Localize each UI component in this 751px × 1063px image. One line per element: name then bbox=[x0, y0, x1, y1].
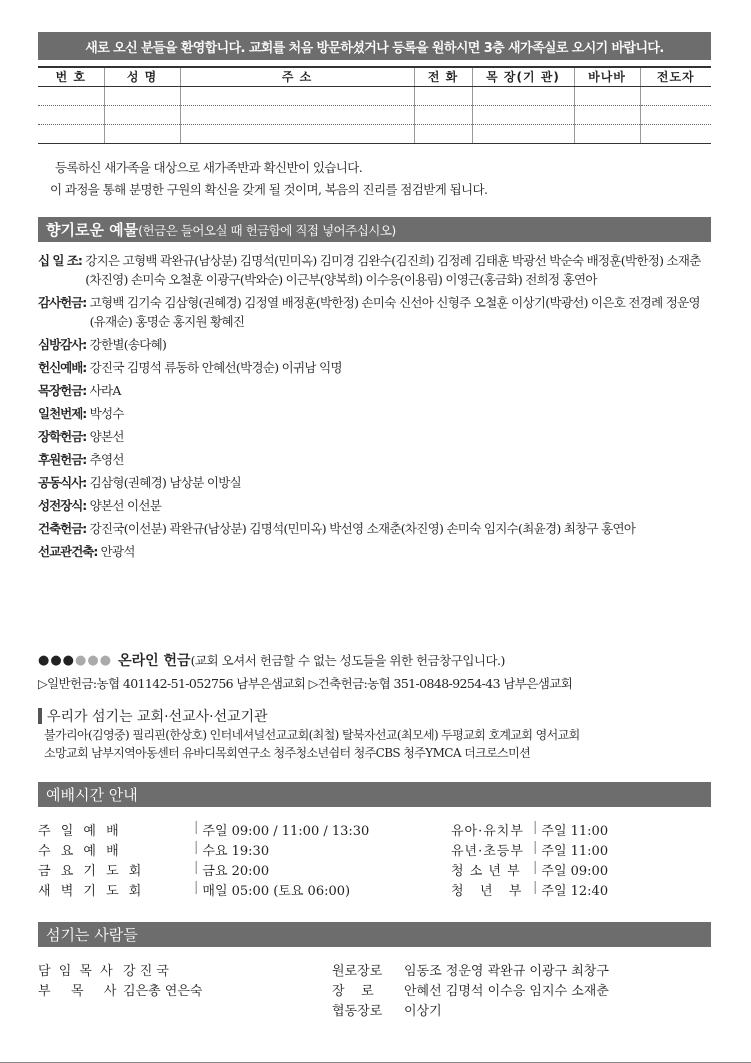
table-cell[interactable] bbox=[414, 86, 472, 105]
col-header-barnabas: 바나바 bbox=[574, 67, 640, 86]
table-cell[interactable] bbox=[104, 105, 180, 124]
table-cell[interactable] bbox=[472, 105, 574, 124]
staff-names: 안혜선 김명석 이수응 임지수 소재춘 bbox=[404, 984, 609, 999]
mission-header bbox=[38, 706, 711, 726]
service-name: 청 년 부 bbox=[451, 884, 523, 899]
table-row[interactable] bbox=[38, 86, 711, 105]
offering-names: 추영선 bbox=[89, 452, 124, 467]
offering-names: 박성수 bbox=[89, 406, 124, 421]
service-section-header bbox=[38, 782, 711, 807]
staff-role: 담 임 목 사 bbox=[38, 964, 115, 979]
list-item bbox=[38, 335, 711, 354]
list-item bbox=[38, 519, 711, 538]
table-cell[interactable] bbox=[574, 124, 640, 143]
online-offering-title-row bbox=[38, 650, 711, 670]
list-item bbox=[38, 473, 711, 492]
table-cell[interactable] bbox=[38, 105, 104, 124]
offering-label: 감사헌금: bbox=[38, 295, 87, 310]
mission-line-1: 불가리아(김영중) 필리핀(한상호) 인터네셔널선교교회(최철) 탈북자선교(최모세) 두평교회 호계교회 영서교회 bbox=[44, 728, 580, 742]
service-time: 주일 11:00 bbox=[541, 824, 609, 839]
offering-names: 강한별(송다혜) bbox=[89, 337, 167, 352]
table-cell[interactable] bbox=[640, 86, 711, 105]
table-cell[interactable] bbox=[104, 86, 180, 105]
dots-icon: ●●●●●● bbox=[38, 652, 113, 668]
staff-role: 장 로 bbox=[332, 984, 374, 999]
list-item bbox=[38, 542, 711, 561]
list-item bbox=[38, 980, 202, 999]
table-cell[interactable] bbox=[640, 105, 711, 124]
offering-label: 장학헌금: bbox=[38, 429, 87, 444]
offering-label: 건축헌금: bbox=[38, 521, 87, 536]
list-item bbox=[38, 960, 169, 979]
offering-label: 공동식사: bbox=[38, 475, 87, 490]
online-offering bbox=[38, 650, 711, 692]
table-cell[interactable] bbox=[574, 86, 640, 105]
staff-role: 원로장로 bbox=[332, 964, 383, 979]
service-name: 주 일 예 배 bbox=[38, 824, 122, 839]
offering-names: 안광석 bbox=[100, 544, 135, 559]
service-time: 매일 05:00 (토요 06:00) bbox=[202, 884, 351, 899]
staff-names: 이상기 bbox=[404, 1004, 442, 1019]
staff-names: 김은총 연은숙 bbox=[123, 984, 203, 999]
table-cell[interactable] bbox=[38, 124, 104, 143]
table-cell[interactable] bbox=[180, 124, 414, 143]
offering-label: 일천번제: bbox=[38, 406, 87, 421]
offering-names: 양본선 이선분 bbox=[89, 498, 162, 513]
table-cell[interactable] bbox=[180, 105, 414, 124]
col-header-name: 성 명 bbox=[104, 67, 180, 86]
table-header-row bbox=[38, 67, 711, 86]
list-item bbox=[38, 251, 711, 289]
table-cell[interactable] bbox=[104, 124, 180, 143]
staff-section-title: 섬기는 사람들 bbox=[46, 926, 138, 944]
list-item bbox=[38, 450, 711, 469]
staff-role: 부 목 사 bbox=[38, 984, 119, 999]
list-item bbox=[38, 404, 711, 423]
service-name: 유년·초등부 bbox=[451, 844, 524, 859]
list-item: 유아·유치부 | 주일 11:00 bbox=[451, 820, 609, 839]
offering-label: 십 일 조: bbox=[38, 253, 82, 268]
list-item: 주 일 예 배 | 주일 09:00 / 11:00 / 13:30 bbox=[38, 820, 370, 839]
table-cell[interactable] bbox=[472, 86, 574, 105]
service-time: 수요 19:30 bbox=[202, 844, 270, 859]
newcomer-note-2: 이 과정을 통해 분명한 구원의 확신을 갖게 될 것이며, 복음의 진리를 점검받게 됩니다. bbox=[50, 182, 488, 197]
col-header-evangelist: 전도자 bbox=[640, 67, 711, 86]
bar-icon bbox=[38, 708, 42, 724]
list-item bbox=[38, 381, 711, 400]
offering-section-title: 향기로운 예물 bbox=[46, 221, 139, 239]
service-name: 유아·유치부 bbox=[451, 824, 524, 839]
table-row[interactable] bbox=[38, 124, 711, 143]
list-item: 수 요 예 배 | 수요 19:30 bbox=[38, 840, 270, 859]
service-time: 금요 20:00 bbox=[202, 864, 270, 879]
table-row[interactable] bbox=[38, 105, 711, 124]
list-item: 청 소 년 부 | 주일 09:00 bbox=[451, 860, 609, 879]
service-time: 주일 11:00 bbox=[541, 844, 609, 859]
staff-section-header bbox=[38, 922, 711, 947]
offering-names: 강지은 고형백 곽완규(남상분) 김명석(민미옥) 김미경 김완수(김진희) 김정례 김태훈 박광선 박순숙 배정훈(박한정) 소재춘(차진영) 손미숙 오철훈 이광구(박와순) 이근부(양복희) 이수응(이용림) 이영근(홍금화) 전희정 홍연아 bbox=[85, 253, 701, 287]
offering-label: 성전장식: bbox=[38, 498, 87, 513]
col-header-phone: 전 화 bbox=[414, 67, 472, 86]
offering-label: 후원헌금: bbox=[38, 452, 87, 467]
service-time: 주일 12:40 bbox=[541, 884, 609, 899]
table-cell[interactable] bbox=[38, 86, 104, 105]
offering-label: 목장헌금: bbox=[38, 383, 87, 398]
offering-label: 심방감사: bbox=[38, 337, 87, 352]
mission-partners bbox=[38, 706, 711, 762]
col-header-number: 번 호 bbox=[38, 67, 104, 86]
table-cell[interactable] bbox=[640, 124, 711, 143]
service-name: 금 요 기 도 회 bbox=[38, 864, 145, 879]
list-item bbox=[38, 358, 711, 377]
service-time: 주일 09:00 bbox=[541, 864, 609, 879]
mission-title: 우리가 섬기는 교회·선교사·선교기관 bbox=[47, 709, 268, 725]
service-name: 수 요 예 배 bbox=[38, 844, 122, 859]
offering-section-header bbox=[38, 217, 711, 242]
offering-names: 양본선 bbox=[89, 429, 124, 444]
list-item bbox=[332, 1000, 442, 1019]
list-item: 유년·초등부 | 주일 11:00 bbox=[451, 840, 609, 859]
table-cell[interactable] bbox=[472, 124, 574, 143]
col-header-address: 주 소 bbox=[180, 67, 414, 86]
newcomer-note-1: 등록하신 새가족을 대상으로 새가족반과 확신반이 있습니다. bbox=[55, 160, 363, 175]
list-item bbox=[38, 496, 711, 515]
staff-names: 임동조 정운영 곽완규 이광구 최창구 bbox=[404, 964, 609, 979]
service-section-title: 예배시간 안내 bbox=[46, 786, 138, 804]
offering-names: 고형백 김기숙 김삼형(권혜경) 김정열 배정훈(박한정) 손미숙 신선아 신형주 오철훈 이상기(박광선) 이은호 전경례 정운영(유재순) 홍명순 홍지원 황혜진 bbox=[89, 295, 700, 329]
list-item: 금 요 기 도 회 | 금요 20:00 bbox=[38, 860, 270, 879]
table-cell[interactable] bbox=[414, 124, 472, 143]
service-name: 새 벽 기 도 회 bbox=[38, 884, 145, 899]
online-offering-accounts: ▷일반헌금:농협 401142-51-052756 남부은샘교회 ▷건축헌금:농협 351-0848-9254-43 남부은샘교회 bbox=[38, 676, 573, 691]
online-offering-desc: (교회 오셔서 헌금할 수 없는 성도들을 위한 헌금창구입니다.) bbox=[190, 653, 505, 668]
col-header-group: 목 장(기 관) bbox=[472, 67, 574, 86]
offering-names: 사라A bbox=[89, 383, 121, 398]
offering-section-subtitle: (헌금은 들어오실 때 헌금함에 직접 넣어주십시오) bbox=[138, 222, 396, 238]
list-item bbox=[38, 293, 711, 331]
offering-label: 선교관건축: bbox=[38, 544, 98, 559]
staff-role: 협동장로 bbox=[332, 1004, 383, 1019]
list-item bbox=[332, 960, 609, 979]
list-item: 청 년 부 | 주일 12:40 bbox=[451, 880, 609, 899]
service-time: 주일 09:00 / 11:00 / 13:30 bbox=[202, 824, 370, 839]
offering-label: 헌신예배: bbox=[38, 360, 87, 375]
online-offering-title: 온라인 헌금 bbox=[118, 653, 191, 669]
list-item bbox=[332, 980, 609, 999]
list-item: 새 벽 기 도 회 | 매일 05:00 (토요 06:00) bbox=[38, 880, 351, 899]
list-item bbox=[38, 427, 711, 446]
service-name: 청 소 년 부 bbox=[451, 864, 521, 879]
table-cell[interactable] bbox=[414, 105, 472, 124]
offering-names: 김삼형(권혜경) 남상분 이방실 bbox=[89, 475, 241, 490]
staff-names: 강 진 국 bbox=[123, 964, 169, 979]
mission-line-2: 소망교회 남부지역아동센터 유바디목회연구소 청주청소년쉼터 청주CBS 청주YMCA 더크로스미션 bbox=[44, 746, 531, 760]
offerings-list bbox=[38, 251, 711, 565]
table-cell[interactable] bbox=[574, 105, 640, 124]
table-cell[interactable] bbox=[180, 86, 414, 105]
newcomer-registration-table bbox=[38, 66, 711, 144]
offering-names: 강진국 김명석 류동하 안혜선(박경순) 이귀남 익명 bbox=[89, 360, 342, 375]
welcome-banner: 새로 오신 분들을 환영합니다. 교회를 처음 방문하셨거나 등록을 원하시면 3층 새가족실로 오시기 바랍니다. bbox=[38, 32, 711, 60]
offering-names: 강진국(이선분) 곽완규(남상분) 김명석(민미옥) 박선영 소재춘(차진영) 손미숙 임지수(최윤경) 최창구 홍연아 bbox=[89, 521, 636, 536]
